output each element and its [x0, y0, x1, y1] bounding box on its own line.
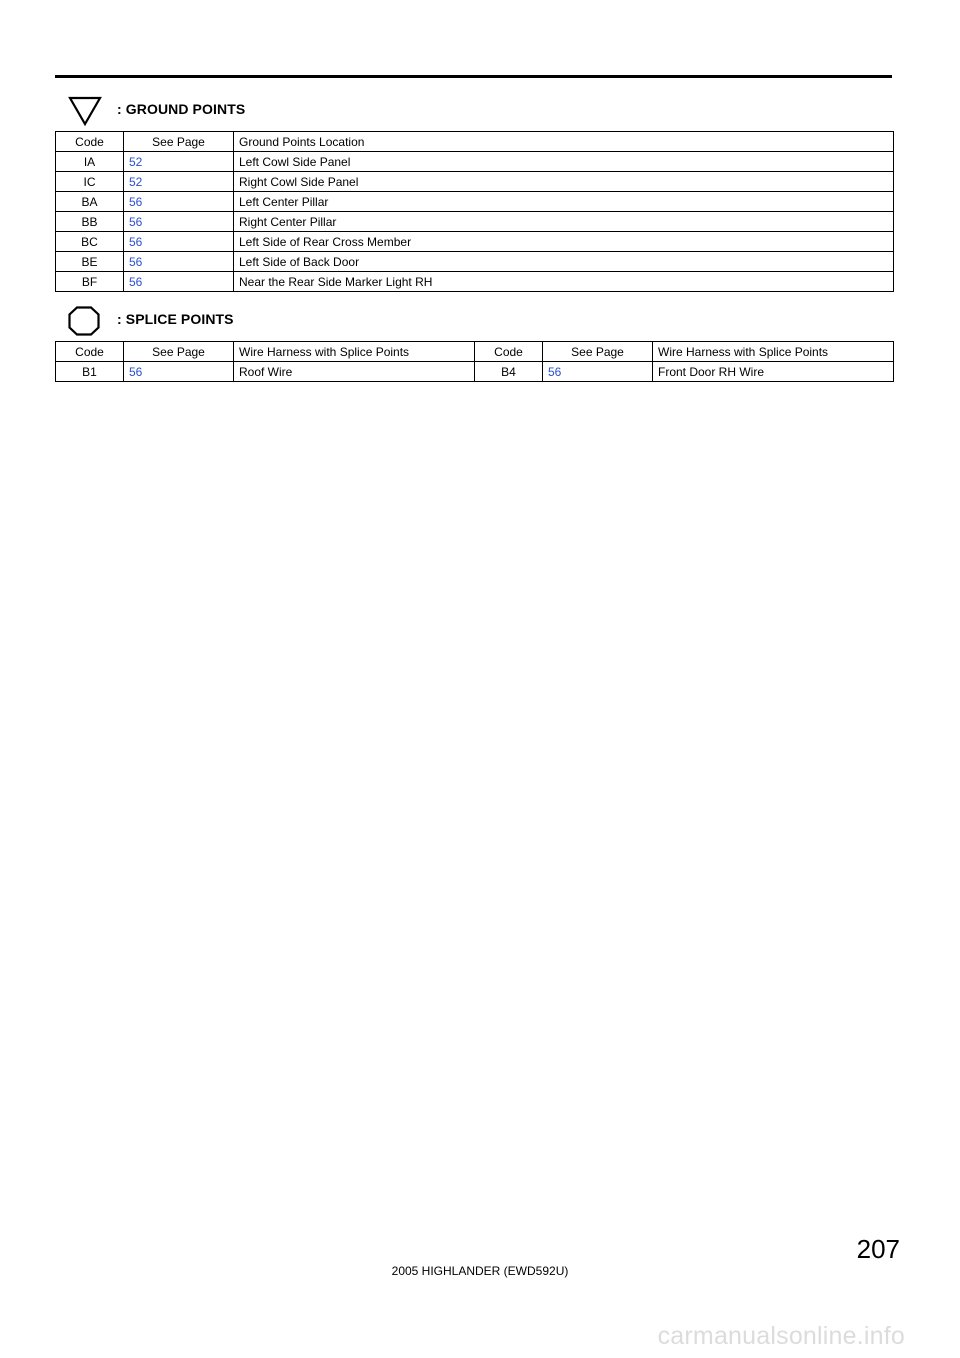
ground-points-table	[55, 131, 894, 292]
col-header-see-page: See Page	[543, 342, 653, 362]
wire-harness-cell: Front Door RH Wire	[653, 362, 894, 382]
see-page-link[interactable]: 52	[124, 152, 234, 172]
location-cell: Left Center Pillar	[234, 192, 894, 212]
splice-octagon-icon	[68, 306, 100, 341]
code-cell: B4	[475, 362, 543, 382]
col-header-code: Code	[56, 342, 124, 362]
col-header-code: Code	[475, 342, 543, 362]
table-row	[56, 212, 894, 232]
location-cell: Left Side of Rear Cross Member	[234, 232, 894, 252]
code-cell: IA	[56, 152, 124, 172]
code-cell: BA	[56, 192, 124, 212]
page-number: 207	[856, 1234, 900, 1264]
footer-model: 2005 HIGHLANDER (EWD592U)	[391, 1264, 569, 1278]
location-cell: Left Side of Back Door	[234, 252, 894, 272]
location-cell: Near the Rear Side Marker Light RH	[234, 272, 894, 292]
table-row	[56, 172, 894, 192]
table-row	[56, 362, 894, 382]
top-rule	[55, 75, 892, 78]
splice-points-table	[55, 341, 894, 382]
code-cell: BE	[56, 252, 124, 272]
see-page-link[interactable]: 56	[124, 192, 234, 212]
ground-points-title: : GROUND POINTS	[117, 101, 246, 117]
code-cell: IC	[56, 172, 124, 192]
code-cell: BC	[56, 232, 124, 252]
table-row	[56, 232, 894, 252]
code-cell: BF	[56, 272, 124, 292]
see-page-link[interactable]: 56	[543, 362, 653, 382]
see-page-link[interactable]: 56	[124, 362, 234, 382]
splice-points-title: : SPLICE POINTS	[117, 311, 234, 327]
table-header-row	[56, 342, 894, 362]
see-page-link[interactable]: 52	[124, 172, 234, 192]
code-cell: B1	[56, 362, 124, 382]
location-cell: Right Cowl Side Panel	[234, 172, 894, 192]
col-header-code: Code	[56, 132, 124, 152]
see-page-link[interactable]: 56	[124, 232, 234, 252]
table-header-row	[56, 132, 894, 152]
col-header-see-page: See Page	[124, 342, 234, 362]
col-header-wire-harness: Wire Harness with Splice Points	[653, 342, 894, 362]
table-row	[56, 272, 894, 292]
code-cell: BB	[56, 212, 124, 232]
table-row	[56, 192, 894, 212]
location-cell: Right Center Pillar	[234, 212, 894, 232]
watermark: carmanualsonline.info	[657, 1322, 905, 1350]
col-header-location: Ground Points Location	[234, 132, 894, 152]
see-page-link[interactable]: 56	[124, 212, 234, 232]
see-page-link[interactable]: 56	[124, 272, 234, 292]
col-header-see-page: See Page	[124, 132, 234, 152]
wire-harness-cell: Roof Wire	[234, 362, 475, 382]
ground-triangle-icon	[68, 96, 102, 131]
location-cell: Left Cowl Side Panel	[234, 152, 894, 172]
col-header-wire-harness: Wire Harness with Splice Points	[234, 342, 475, 362]
table-row	[56, 252, 894, 272]
table-row	[56, 152, 894, 172]
see-page-link[interactable]: 56	[124, 252, 234, 272]
